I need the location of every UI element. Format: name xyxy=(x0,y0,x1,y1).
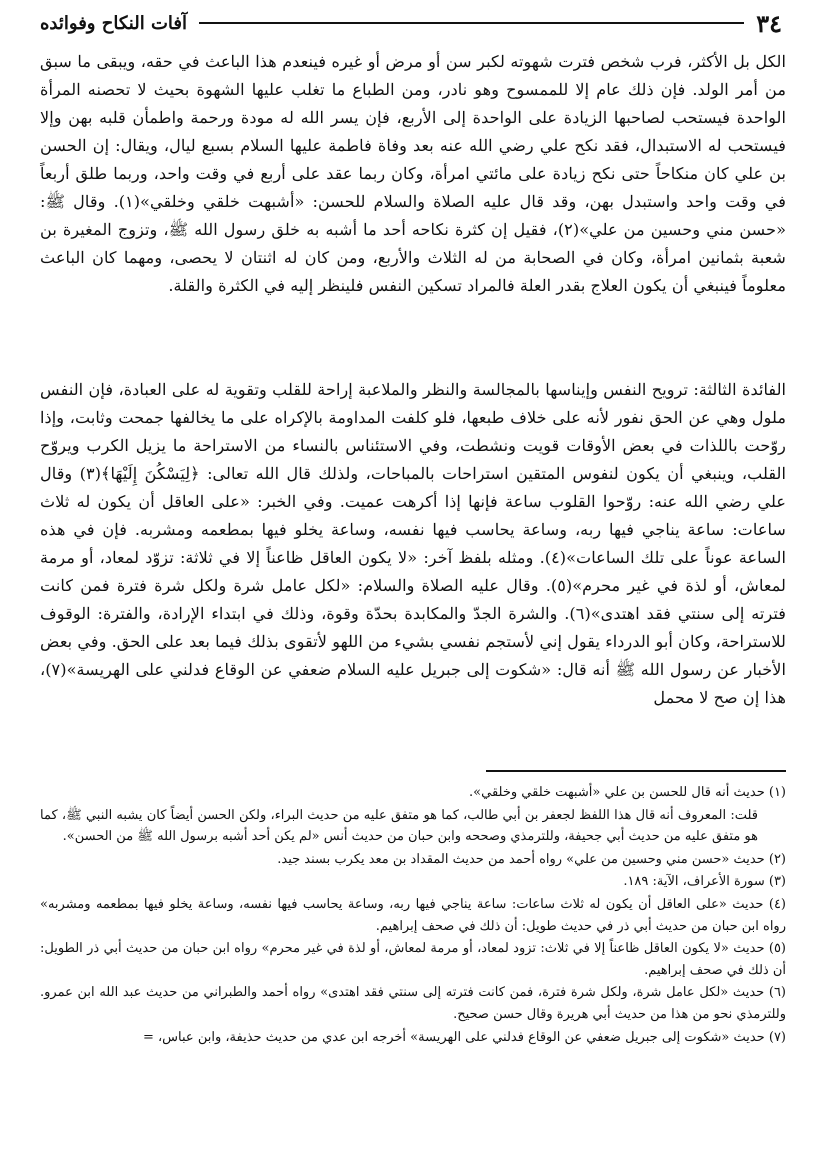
footnote-separator xyxy=(486,770,786,772)
paragraph-text: الكل بل الأكثر، فرب شخص فترت شهوته لكبر سن أو مرض أو غيره فينعدم هذا الباعث في حقه، ويبقى ما سبق من أمر الولد. فإن ذلك عام إلا للممسوح وهو نادر، ومن الطباع ما تغلب عليها الشهوة بحيث لا تحصنه المرأة الواحدة فيستحب لصاحبها الزيادة على الواحدة إلى الأربع، فإن يسر الله له مودة ورحمة واطمأن قلبه بهن وإلا فيستحب له الاستبدال، فقد نكح علي رضي الله عنه بعد وفاة فاطمة عليها السلام بسبع ليال، ويقال: إن الحسن بن علي كان منكاحاً حتى نكح زيادة على مائتي امرأة، وكان ربما عقد على أربع في وقت واحد، وربما طلق أربعاً في وقت واحد واستبدل بهن، وقد قال عليه الصلاة والسلام للحسن: «أشبهت خلقي وخلقي»(١). وقال ﷺ: «حسن مني وحسين من علي»(٢)، فقيل إن كثرة نكاحه أحد ما أشبه به خلق رسول الله ﷺ، وتزوج المغيرة بن شعبة بثمانين امرأة، وكان في الصحابة من له الثلاث والأربع، ومن كان له اثنتان لا يحصى، ومهما كان الباعث معلوماً فينبغي أن يكون العلاج بقدر العلة فالمراد تسكين النفس فلينظر إليه في الكثرة والقلة. xyxy=(40,52,787,295)
footnote-4: (٤) حديث «على العاقل أن يكون له ثلاث ساعات: ساعة يناجي فيها ربه، وساعة يحاسب فيها نفسه، وساعة يخلو فيها بمطعمه ومشربه» رواه ابن حبان من حديث أبي ذر في حديث طويل: أن ذلك في صحف إبراهيم. xyxy=(40,896,786,934)
header-rule xyxy=(199,22,744,24)
footnotes xyxy=(40,782,786,1049)
footnote-1: (١) حديث أنه قال للحسن بن علي «أشبهت خلقي وخلقي». xyxy=(469,785,786,800)
footnote-5: (٥) حديث «لا يكون العاقل ظاعناً إلا في ثلاث: تزود لمعاد، أو مرمة لمعاش، أو لذة في غير محرم» رواه ابن حبان من حديث أبي ذر الطويل: أن ذلك في صحف إبراهيم. xyxy=(40,941,786,978)
page-header xyxy=(40,6,782,40)
footnote-1-comment: قلت: المعروف أنه قال هذا اللفظ لجعفر بن أبي طالب، كما هو متفق عليه من حديث البراء، ولكن الحسن أيضاً كان يشبه النبي ﷺ، كما هو متفق عليه من حديث أبي جحيفة، وللترمذي وصححه وابن حبان من حديث أنس «لم يكن أحد أشبه برسول الله ﷺ من الحسن». xyxy=(40,807,758,845)
body-paragraph-2 xyxy=(40,376,786,712)
footnote-6: (٦) حديث «لكل عامل شرة، ولكل شرة فترة، فمن كانت فترته إلى سنتي فقد اهتدى» رواه أحمد والطبراني من حديث عبد الله ابن عمرو. وللترمذي نحو من هذا من حديث أبي هريرة وقال حسن صحيح. xyxy=(40,985,786,1022)
page-number: ٣٤ xyxy=(756,8,782,38)
footnote-3: (٣) سورة الأعراف، الآية: ١٨٩. xyxy=(623,874,786,890)
body-paragraph-1 xyxy=(40,48,786,300)
footnote-7: (٧) حديث «شكوت إلى جبريل ضعفي عن الوقاع فدلني على الهريسة» أخرجه ابن عدي من حديث حذيفة، وابن عباس، = xyxy=(142,1029,786,1045)
footnote-2: (٢) حديث «حسن مني وحسين من علي» رواه أحمد من حديث المقداد بن معد يكرب بسند جيد. xyxy=(277,851,786,867)
paragraph-text: الفائدة الثالثة: ترويح النفس وإيناسها بالمجالسة والنظر والملاعبة إراحة للقلب وتقوية له على العبادة، فإن النفس ملول وهي عن الحق نفور لأنه على خلاف طبعها، فلو كلفت المداومة بالإكراه على ما يخالفها جمحت وثابت، وإذا روّحت باللذات في بعض الأوقات قويت ونشطت، وفي الاستئناس بالنساء من الاستراحة ما يزيل الكرب ويروّح القلب، وينبغي أن يكون لنفوس المتقين استراحات بالمباحات، ولذلك قال الله تعالى: ﴿لِيَسْكُنَ إِلَيْهَا﴾(٣) وقال علي رضي الله عنه: روّحوا القلوب ساعة فإنها إذا أكرهت عميت. وفي الخبر: «على العاقل أن يكون له ثلاث ساعات: ساعة يناجي فيها ربه، وساعة يحاسب فيها نفسه، وساعة يخلو فيها بمطعمه ومشربه. فإن في هذه الساعة عوناً على تلك الساعات»(٤). ومثله بلفظ آخر: «لا يكون العاقل ظاعناً إلا في ثلاثة: تزوّد لمعاد، أو مرمة لمعاش، أو لذة في غير محرم»(٥). وقال عليه الصلاة والسلام: «لكل عامل شرة ولكل شرة فترة فمن كانت فترته إلى سنتي فقد اهتدى»(٦). والشرة الجدّ والمكابدة بحدّة وقوة، وذلك في ابتداء الإرادة، والفترة: الوقوف للاستراحة، وكان أبو الدرداء يقول إني لأستجم نفسي بشيء من اللهو لأتقوى بذلك فيما بعد على الحق. وفي بعض الأخبار عن رسول الله ﷺ أنه قال: «شكوت إلى جبريل عليه السلام ضعفي عن الوقاع فدلني على الهريسة»(٧)، هذا إن صح لا محمل xyxy=(40,380,786,707)
running-title: آفات النكاح وفوائده xyxy=(40,12,188,34)
